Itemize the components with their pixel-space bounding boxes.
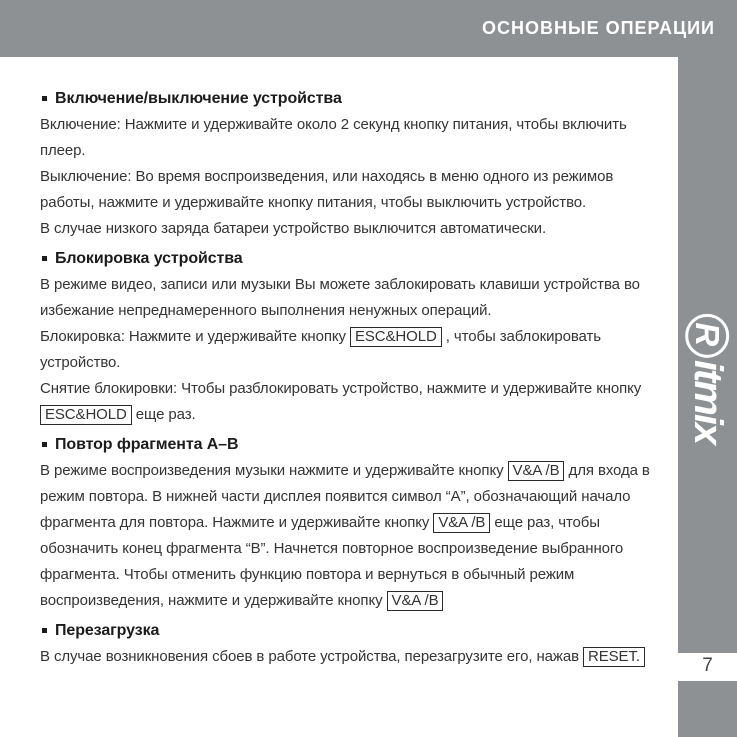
- text-run: В случае возникновения сбоев в работе устройства, перезагрузите его, нажав: [40, 648, 584, 665]
- key-button-label: ESC&HOLD: [40, 405, 132, 425]
- text-run: В режиме видео, записи или музыки Вы можете заблокировать клавиши устройства во избежание непреднамеренного выполнения ненужных операций.: [40, 276, 640, 319]
- key-button-label: V&A /B: [433, 513, 490, 533]
- section-heading: Включение/выключение устройства: [40, 86, 670, 112]
- paragraph: [40, 324, 670, 376]
- brand-logo: [678, 278, 737, 478]
- paragraph: [40, 644, 670, 670]
- page-header-title: ОСНОВНЫЕ ОПЕРАЦИИ: [481, 18, 715, 38]
- paragraph: [40, 376, 670, 428]
- text-run: , чтобы заблокировать устройство.: [40, 328, 601, 371]
- section-heading: Перезагрузка: [40, 618, 670, 644]
- text-run: В режиме воспроизведения музыки нажмите и удерживайте кнопку: [40, 462, 508, 479]
- paragraph: [40, 112, 670, 164]
- brand-logo-rest: itmix: [686, 359, 731, 443]
- section-heading: Блокировка устройства: [40, 246, 670, 272]
- text-run: еще раз, чтобы обозначить конец фрагмента “В”. Начнется повторное воспроизведение выбранного фрагмента. Чтобы отменить функцию повтора и вернуться в обычный режим воспроизведения, нажмите и удерживайте кнопку: [40, 514, 624, 609]
- paragraph: [40, 164, 670, 216]
- sidebar-bottom-band: [678, 681, 737, 737]
- brand-logo-ring-icon: R: [686, 313, 730, 357]
- key-button-label: V&A /B: [508, 461, 565, 481]
- text-run: В случае низкого заряда батареи устройство выключится автоматически.: [40, 220, 547, 237]
- text-run: для входа в режим повтора. В нижней части дисплея появится символ “А”, обозначающий начало фрагмента для повтора. Нажмите и удерживайте кнопку: [40, 462, 650, 531]
- text-run: Выключение: Во время воспроизведения, или находясь в меню одного из режимов работы, нажмите и удерживайте кнопку питания, чтобы выключить устройство.: [40, 168, 614, 211]
- text-run: Снятие блокировки: Чтобы разблокировать устройство, нажмите и удерживайте кнопку: [40, 380, 642, 397]
- page-header: [0, 0, 737, 57]
- key-button-label: RESET.: [583, 647, 645, 667]
- text-run: Блокировка: Нажмите и удерживайте кнопку: [40, 328, 350, 345]
- text-run: Включение: Нажмите и удерживайте около 2 секунд кнопку питания, чтобы включить плеер.: [40, 116, 627, 159]
- content: [40, 82, 670, 670]
- paragraph: [40, 458, 670, 614]
- paragraph: [40, 272, 670, 324]
- key-button-label: ESC&HOLD: [350, 327, 442, 347]
- brand-logo-text: [685, 313, 730, 442]
- text-run: еще раз.: [131, 406, 196, 423]
- key-button-label: V&A /B: [387, 591, 444, 611]
- page-number: 7: [702, 654, 713, 676]
- paragraph: [40, 216, 670, 242]
- section-heading: Повтор фрагмента A–B: [40, 432, 670, 458]
